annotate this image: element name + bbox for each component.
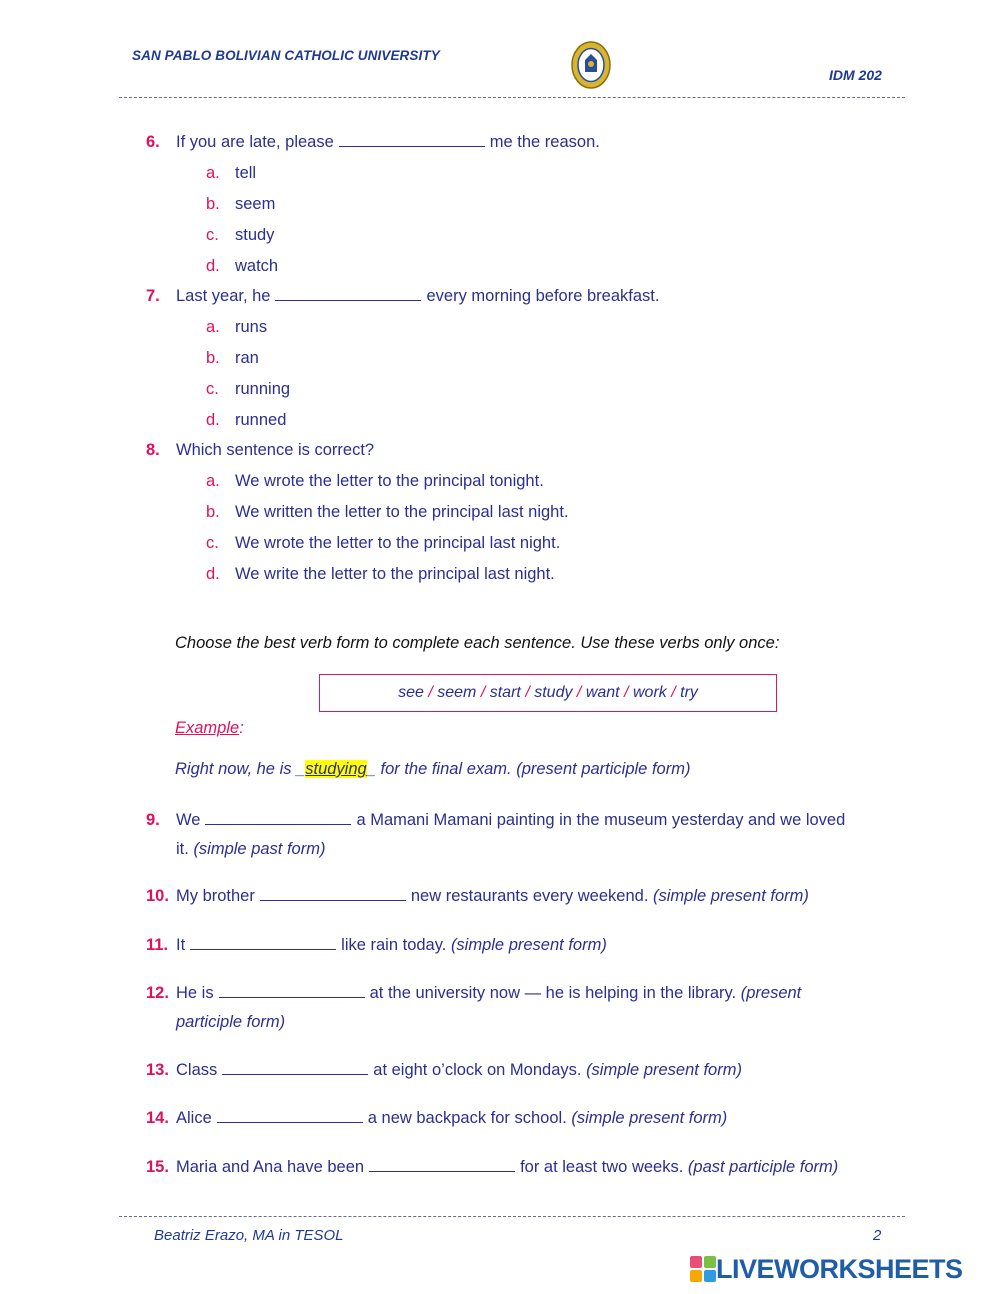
question-number: 8. [146, 441, 160, 459]
question-6 [146, 128, 600, 157]
question-13: 13. Class at eight o’clock on Mondays. (simple present form) [146, 1056, 742, 1085]
answer-blank[interactable] [190, 935, 336, 950]
question-15: 15. Maria and Ana have been for at least two weeks. (past participle form) [146, 1153, 838, 1182]
form-hint: (simple present form) [450, 936, 607, 954]
page-number: 2 [873, 1227, 882, 1244]
question-8 [146, 436, 374, 465]
question-number: 10. [146, 887, 169, 905]
question-text: Which sentence is correct? [176, 441, 375, 459]
example-label: Example: [175, 719, 244, 737]
option-7a[interactable]: a. runs [206, 318, 268, 336]
verb-word: work [632, 684, 667, 701]
question-12: 12. He is at the university now — he is helping in the library. (present [146, 979, 801, 1008]
question-number: 13. [146, 1061, 169, 1079]
liveworksheets-logo-icon [690, 1256, 716, 1282]
question-11: 11. It like rain today. (simple present form) [146, 931, 607, 960]
option-8c[interactable]: c. We wrote the letter to the principal last night. [206, 534, 561, 552]
question-number: 9. [146, 811, 160, 829]
question-text-after: me the reason. [489, 133, 600, 151]
question-9: 9. We a Mamani Mamani painting in the museum yesterday and we loved [146, 806, 845, 835]
form-hint: (present [740, 984, 802, 1002]
verb-word: seem [437, 684, 477, 701]
answer-blank[interactable] [339, 132, 485, 147]
verb-word-box: see / seem / start / study / want / work / try [319, 674, 777, 712]
option-8d[interactable]: d. We write the letter to the principal last night. [206, 565, 555, 583]
verb-word: study [534, 684, 573, 701]
footer-author: Beatriz Erazo, MA in TESOL [154, 1227, 344, 1244]
option-7b[interactable]: b. ran [206, 349, 259, 367]
liveworksheets-logo [690, 1252, 963, 1286]
answer-blank[interactable] [275, 286, 421, 301]
option-6d[interactable]: d. watch [206, 257, 279, 275]
form-hint: (simple present form) [653, 887, 809, 905]
question-12-line2 [176, 1008, 285, 1037]
answer-blank[interactable] [217, 1108, 363, 1123]
verb-word: try [680, 684, 698, 701]
question-text-before: Last year, he [176, 287, 271, 305]
answer-blank[interactable] [369, 1157, 515, 1172]
option-6c[interactable]: c. study [206, 226, 275, 244]
section-instruction: Choose the best verb form to complete each sentence. Use these verbs only once: [175, 634, 780, 652]
verb-word: see [398, 684, 424, 701]
option-7c[interactable]: c. running [206, 380, 291, 398]
verb-word: start [489, 684, 521, 701]
form-hint: (simple present form) [586, 1061, 742, 1079]
question-7 [146, 282, 659, 311]
answer-blank[interactable] [260, 886, 406, 901]
footer-divider [119, 1216, 905, 1217]
form-hint: (past participle form) [687, 1158, 839, 1176]
university-seal-icon [570, 40, 612, 90]
question-text-after: every morning before breakfast. [426, 287, 660, 305]
question-number: 12. [146, 984, 169, 1002]
question-9-line2: it. (simple past form) [176, 840, 326, 858]
example-sentence: Right now, he is _studying_ for the final exam. (present participle form) [175, 760, 691, 778]
question-number: 7. [146, 287, 160, 305]
answer-blank[interactable] [219, 983, 365, 998]
question-number: 14. [146, 1109, 169, 1127]
question-text-before: If you are late, please [176, 133, 334, 151]
form-hint: (simple past form) [193, 840, 326, 858]
question-number: 15. [146, 1158, 169, 1176]
form-hint: (simple present form) [571, 1109, 728, 1127]
liveworksheets-brand: LIVEWORKSHEETS [716, 1253, 963, 1284]
answer-blank[interactable] [222, 1060, 368, 1075]
option-8b[interactable]: b. We written the letter to the principal last night. [206, 503, 569, 521]
option-8a[interactable]: a. We wrote the letter to the principal tonight. [206, 472, 544, 490]
answer-blank[interactable] [205, 810, 351, 825]
option-6a[interactable]: a. tell [206, 164, 257, 182]
question-number: 11. [146, 936, 169, 954]
question-number: 6. [146, 133, 160, 151]
university-name: SAN PABLO BOLIVIAN CATHOLIC UNIVERSITY [132, 48, 440, 63]
option-6b[interactable]: b. seem [206, 195, 276, 213]
example-answer: studying [305, 760, 367, 778]
question-10: 10. My brother new restaurants every weekend. (simple present form) [146, 882, 809, 911]
option-7d[interactable]: d. runned [206, 411, 287, 429]
header-divider [119, 97, 905, 98]
form-hint: participle form) [176, 1013, 286, 1031]
question-14: 14. Alice a new backpack for school. (simple present form) [146, 1104, 727, 1133]
course-code: IDM 202 [829, 67, 882, 83]
verb-word: want [585, 684, 620, 701]
